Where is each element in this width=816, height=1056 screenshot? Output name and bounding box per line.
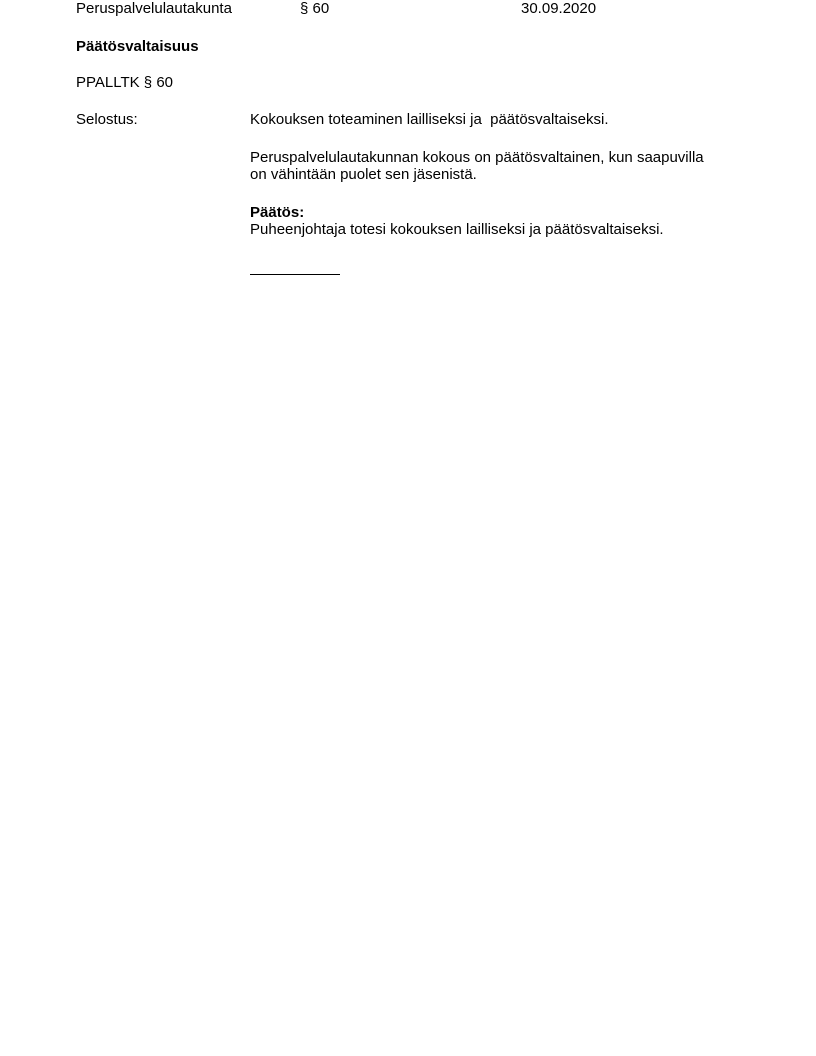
decision-text: Puheenjohtaja totesi kokouksen lailliseksi ja päätösvaltaiseksi. [250, 221, 664, 238]
decision-label: Päätös: [250, 204, 305, 221]
signature-line [250, 274, 340, 275]
description-label: Selostus: [76, 111, 138, 128]
header-section: § 60 [300, 0, 330, 17]
document-title: Päätösvaltaisuus [76, 38, 199, 55]
description-paragraph [250, 149, 750, 183]
description-paragraph-line: Peruspalvelulautakunnan kokous on päätösvaltainen, kun saapuvilla [250, 149, 704, 166]
reference: PPALLTK § 60 [76, 74, 174, 91]
header-date: 30.09.2020 [521, 0, 597, 17]
header-committee: Peruspalvelulautakunta [76, 0, 232, 17]
description-line1: Kokouksen toteaminen lailliseksi ja päätösvaltaiseksi. [250, 111, 609, 128]
description-paragraph-line: on vähintään puolet sen jäsenistä. [250, 166, 477, 183]
